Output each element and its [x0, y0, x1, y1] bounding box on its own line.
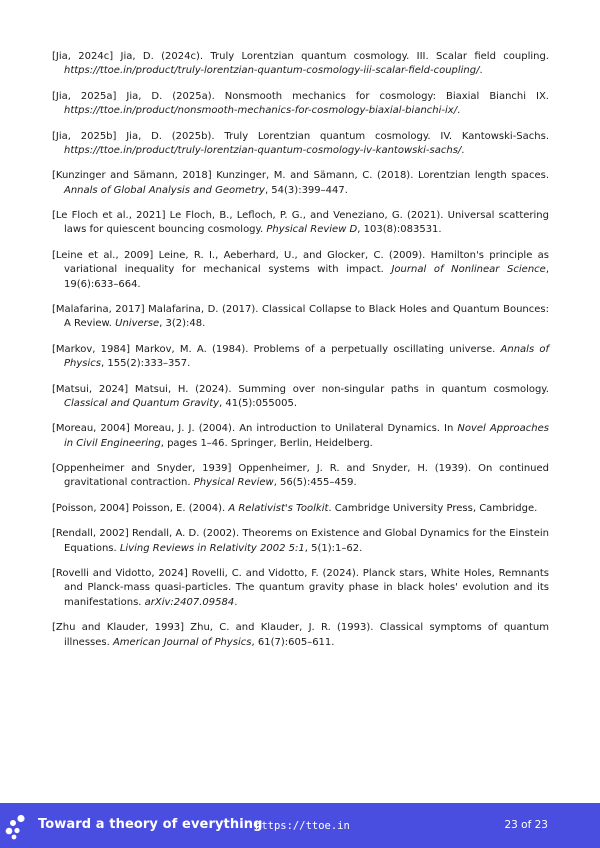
- reference-text: Jia, D. (2025b). Truly Lorentzian quantum cosmology. IV. Kantowski-Sachs.: [116, 130, 549, 142]
- reference-entry: [52, 567, 549, 610]
- reference-key: [Le Floch et al., 2021]: [52, 210, 166, 222]
- reference-text: Markov, M. A. (1984). Problems of a perpetually oscillating universe.: [129, 343, 501, 355]
- reference-entry: [52, 621, 549, 650]
- reference-text: .: [461, 144, 465, 156]
- reference-text: Kunzinger, M. and Sämann, C. (2018). Lorentzian length spaces.: [211, 170, 549, 182]
- reference-list: [52, 50, 549, 661]
- reference-text: .: [234, 596, 238, 608]
- reference-text: Rovelli, C. and Vidotto, F. (2024). Planck stars, White Holes, Remnants and Planck-mass quasi-particles. The quantum gravity phase in black holes' evolution and its manifestations.: [64, 568, 549, 608]
- reference-text: , 56(5):455–459.: [273, 477, 357, 489]
- reference-italic-text: Annals of Physics: [64, 343, 550, 370]
- reference-entry: [52, 383, 549, 412]
- reference-key: [Oppenheimer and Snyder, 1939]: [52, 463, 232, 475]
- reference-text: .: [457, 105, 461, 117]
- reference-text: Zhu, C. and Klauder, J. R. (1993). Classical symptoms of quantum illnesses.: [64, 622, 549, 648]
- reference-italic-text: Journal of Nonlinear Science: [391, 264, 546, 276]
- reference-key: [Malafarina, 2017]: [52, 303, 145, 315]
- reference-text: , 41(5):055005.: [219, 397, 298, 409]
- reference-entry: [52, 303, 549, 332]
- page-footer: [0, 803, 600, 848]
- reference-entry: [52, 527, 549, 556]
- reference-text: , 155(2):333–357.: [100, 358, 191, 370]
- reference-key: [Jia, 2024c]: [52, 51, 114, 62]
- reference-key: [Jia, 2025b]: [52, 130, 117, 142]
- reference-text: Jia, D. (2025a). Nonsmooth mechanics for cosmology: Biaxial Bianchi IX.: [116, 90, 549, 102]
- reference-italic-text: A Relativist's Toolkit: [228, 502, 329, 514]
- reference-entry: [52, 130, 549, 159]
- reference-italic-text: Universe: [115, 318, 160, 330]
- reference-text: Le Floch, B., Lefloch, P. G., and Veneziano, G. (2021). Universal scattering laws for quiescent bouncing cosmology.: [64, 210, 549, 236]
- reference-entry: [52, 90, 549, 119]
- reference-italic-text: American Journal of Physics: [112, 636, 252, 648]
- dots-logo-icon: [4, 812, 32, 840]
- reference-text: , 19(6):633–664.: [64, 264, 549, 290]
- reference-text: . Cambridge University Press, Cambridge.: [328, 502, 538, 514]
- reference-key: [Rovelli and Vidotto, 2024]: [52, 568, 188, 580]
- reference-italic-text: arXiv:2407.09584: [144, 596, 235, 608]
- reference-key: [Leine et al., 2009]: [52, 249, 154, 261]
- reference-key: [Markov, 1984]: [52, 343, 130, 355]
- reference-text: Leine, R. I., Aeberhard, U., and Glocker, C. (2009). Hamilton's principle as variational inequality for mechanical systems with impact.: [64, 249, 549, 276]
- reference-text: Malafarina, D. (2017). Classical Collapse to Black Holes and Quantum Bounces: A Review.: [64, 303, 549, 330]
- reference-entry: [52, 249, 549, 292]
- reference-entry: [52, 169, 549, 198]
- reference-text: Rendall, A. D. (2002). Theorems on Existence and Global Dynamics for the Einstein Equations.: [64, 528, 549, 554]
- reference-text: Poisson, E. (2004).: [129, 502, 229, 514]
- reference-entry: [52, 422, 549, 451]
- reference-text: Moreau, J. J. (2004). An introduction to Unilateral Dynamics. In: [129, 423, 458, 435]
- reference-key: [Jia, 2025a]: [52, 90, 117, 102]
- reference-entry: [52, 343, 549, 372]
- reference-italic-text: Novel Approaches in Civil Engineering: [64, 423, 549, 449]
- reference-italic-text: Physical Review: [193, 477, 274, 489]
- reference-italic-text: Physical Review D: [266, 224, 358, 236]
- reference-text: Jia, D. (2024c). Truly Lorentzian quantum cosmology. III. Scalar field coupling.: [113, 51, 549, 62]
- reference-text: , 3(2):48.: [159, 318, 206, 330]
- reference-key: [Moreau, 2004]: [52, 423, 130, 435]
- reference-text: Oppenheimer, J. R. and Snyder, H. (1939). On continued gravitational contraction.: [64, 463, 550, 489]
- reference-entry: [52, 502, 549, 516]
- reference-text: , 103(8):083531.: [357, 224, 442, 236]
- reference-key: [Poisson, 2004]: [52, 502, 130, 514]
- reference-entry: [52, 50, 549, 79]
- footer-title: Toward a theory of everything: [38, 817, 263, 832]
- reference-italic-text: Classical and Quantum Gravity: [64, 397, 220, 409]
- reference-key: [Zhu and Klauder, 1993]: [52, 622, 184, 634]
- reference-text: , 54(3):399–447.: [264, 184, 348, 196]
- footer-url[interactable]: https://ttoe.in: [255, 820, 350, 832]
- reference-entry: [52, 209, 549, 238]
- reference-key: [Kunzinger and Sämann, 2018]: [52, 170, 212, 182]
- reference-italic-text[interactable]: https://ttoe.in/product/truly-lorentzian-quantum-cosmology-iv-kantowski-sachs/: [64, 144, 462, 156]
- reference-text: , 5(1):1–62.: [304, 542, 363, 554]
- page-number: 23 of 23: [504, 819, 548, 831]
- reference-text: .: [479, 65, 483, 77]
- reference-italic-text[interactable]: https://ttoe.in/product/truly-lorentzian-quantum-cosmology-iii-scalar-field-coupling/: [64, 65, 480, 77]
- reference-entry: [52, 462, 549, 491]
- reference-italic-text: Annals of Global Analysis and Geometry: [64, 184, 265, 196]
- reference-text: , pages 1–46. Springer, Berlin, Heidelberg.: [160, 437, 373, 449]
- reference-italic-text[interactable]: https://ttoe.in/product/nonsmooth-mechanics-for-cosmology-biaxial-bianchi-ix/: [64, 105, 458, 117]
- reference-text: Matsui, H. (2024). Summing over non-singular paths in quantum cosmology.: [128, 383, 549, 395]
- reference-key: [Rendall, 2002]: [52, 528, 129, 540]
- reference-key: [Matsui, 2024]: [52, 383, 129, 395]
- reference-text: , 61(7):605–611.: [251, 636, 335, 648]
- reference-italic-text: Living Reviews in Relativity 2002 5:1: [119, 542, 305, 554]
